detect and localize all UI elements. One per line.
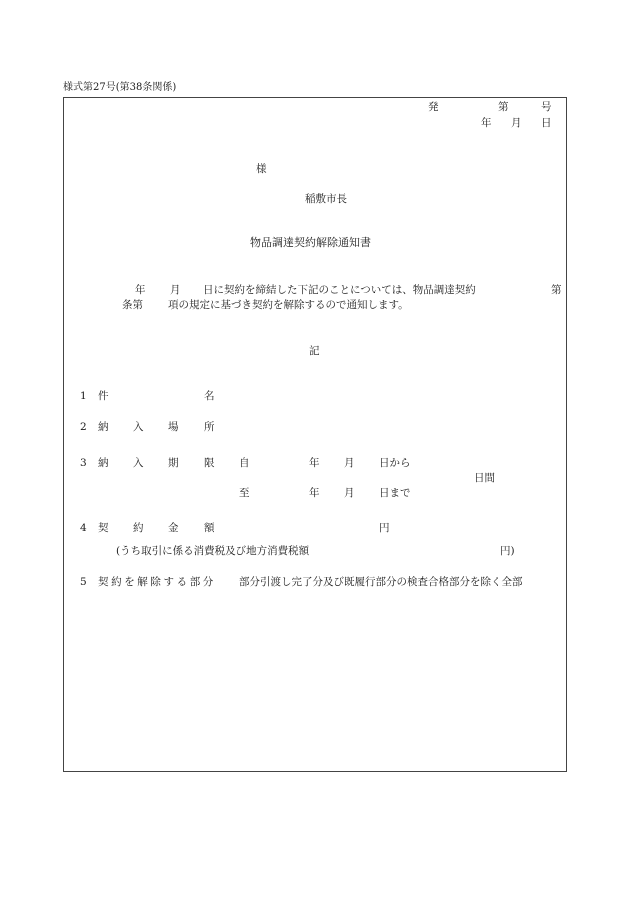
- addressee-sama: 様: [256, 163, 267, 175]
- item4-tax-close: 円): [500, 545, 515, 557]
- item4-tax-open: (うち取引に係る消費税及び地方消費税額: [116, 545, 310, 557]
- item4-yen: 円: [379, 522, 390, 534]
- item5-number: 5: [80, 576, 87, 588]
- hatsu-label: 発: [428, 101, 439, 113]
- form-label: 様式第27号(第38条関係): [63, 82, 177, 93]
- item3-to-year: 年: [309, 487, 320, 499]
- date-month-label: 月: [511, 117, 522, 129]
- item3-nichikan: 日間: [474, 472, 495, 484]
- item1-char-b: 名: [204, 390, 215, 402]
- item4-number: 4: [80, 522, 87, 534]
- item3-to-month: 月: [344, 487, 355, 499]
- body-month: 月: [170, 284, 181, 296]
- date-day-label: 日: [541, 117, 552, 129]
- item3-char-a: 納: [98, 457, 109, 469]
- item3-char-b: 入: [133, 457, 144, 469]
- item3-number: 3: [80, 457, 87, 469]
- item2-char-d: 所: [204, 421, 215, 433]
- body-dai: 第: [551, 284, 562, 296]
- item2-char-b: 入: [133, 421, 144, 433]
- item3-from: 自: [239, 457, 250, 469]
- item2-number: 2: [80, 421, 87, 433]
- body-year: 年: [135, 284, 146, 296]
- body-line2-text: 項の規定に基づき契約を解除するので通知します。: [168, 299, 409, 311]
- item3-char-c: 期: [168, 457, 179, 469]
- body-line1-text: 日に契約を締結した下記のことについては、物品調達契約: [203, 284, 476, 296]
- item4-char-b: 約: [133, 522, 144, 534]
- item3-char-d: 限: [204, 457, 215, 469]
- item3-from-year: 年: [309, 457, 320, 469]
- item3-from-day: 日から: [379, 457, 411, 469]
- item3-from-month: 月: [344, 457, 355, 469]
- item4-char-d: 額: [204, 522, 215, 534]
- document-title: 物品調達契約解除通知書: [250, 236, 371, 249]
- item2-char-c: 場: [168, 421, 179, 433]
- issuer-name: 稲敷市長: [305, 193, 347, 205]
- dai-label: 第: [498, 101, 509, 113]
- date-year-label: 年: [481, 117, 492, 129]
- body-jo: 条第: [122, 299, 143, 311]
- item2-char-a: 納: [98, 421, 109, 433]
- item4-char-c: 金: [168, 522, 179, 534]
- item1-number: 1: [80, 390, 87, 402]
- item3-to: 至: [239, 487, 250, 499]
- item3-to-day: 日まで: [379, 487, 411, 499]
- ki-label: 記: [309, 345, 320, 357]
- item4-char-a: 契: [98, 522, 109, 534]
- gou-label: 号: [541, 101, 552, 113]
- item1-char-a: 件: [98, 390, 109, 402]
- item5-label: 契約を解除する部分: [98, 576, 216, 588]
- item5-value: 部分引渡し完了分及び既履行部分の検査合格部分を除く全部: [239, 576, 523, 588]
